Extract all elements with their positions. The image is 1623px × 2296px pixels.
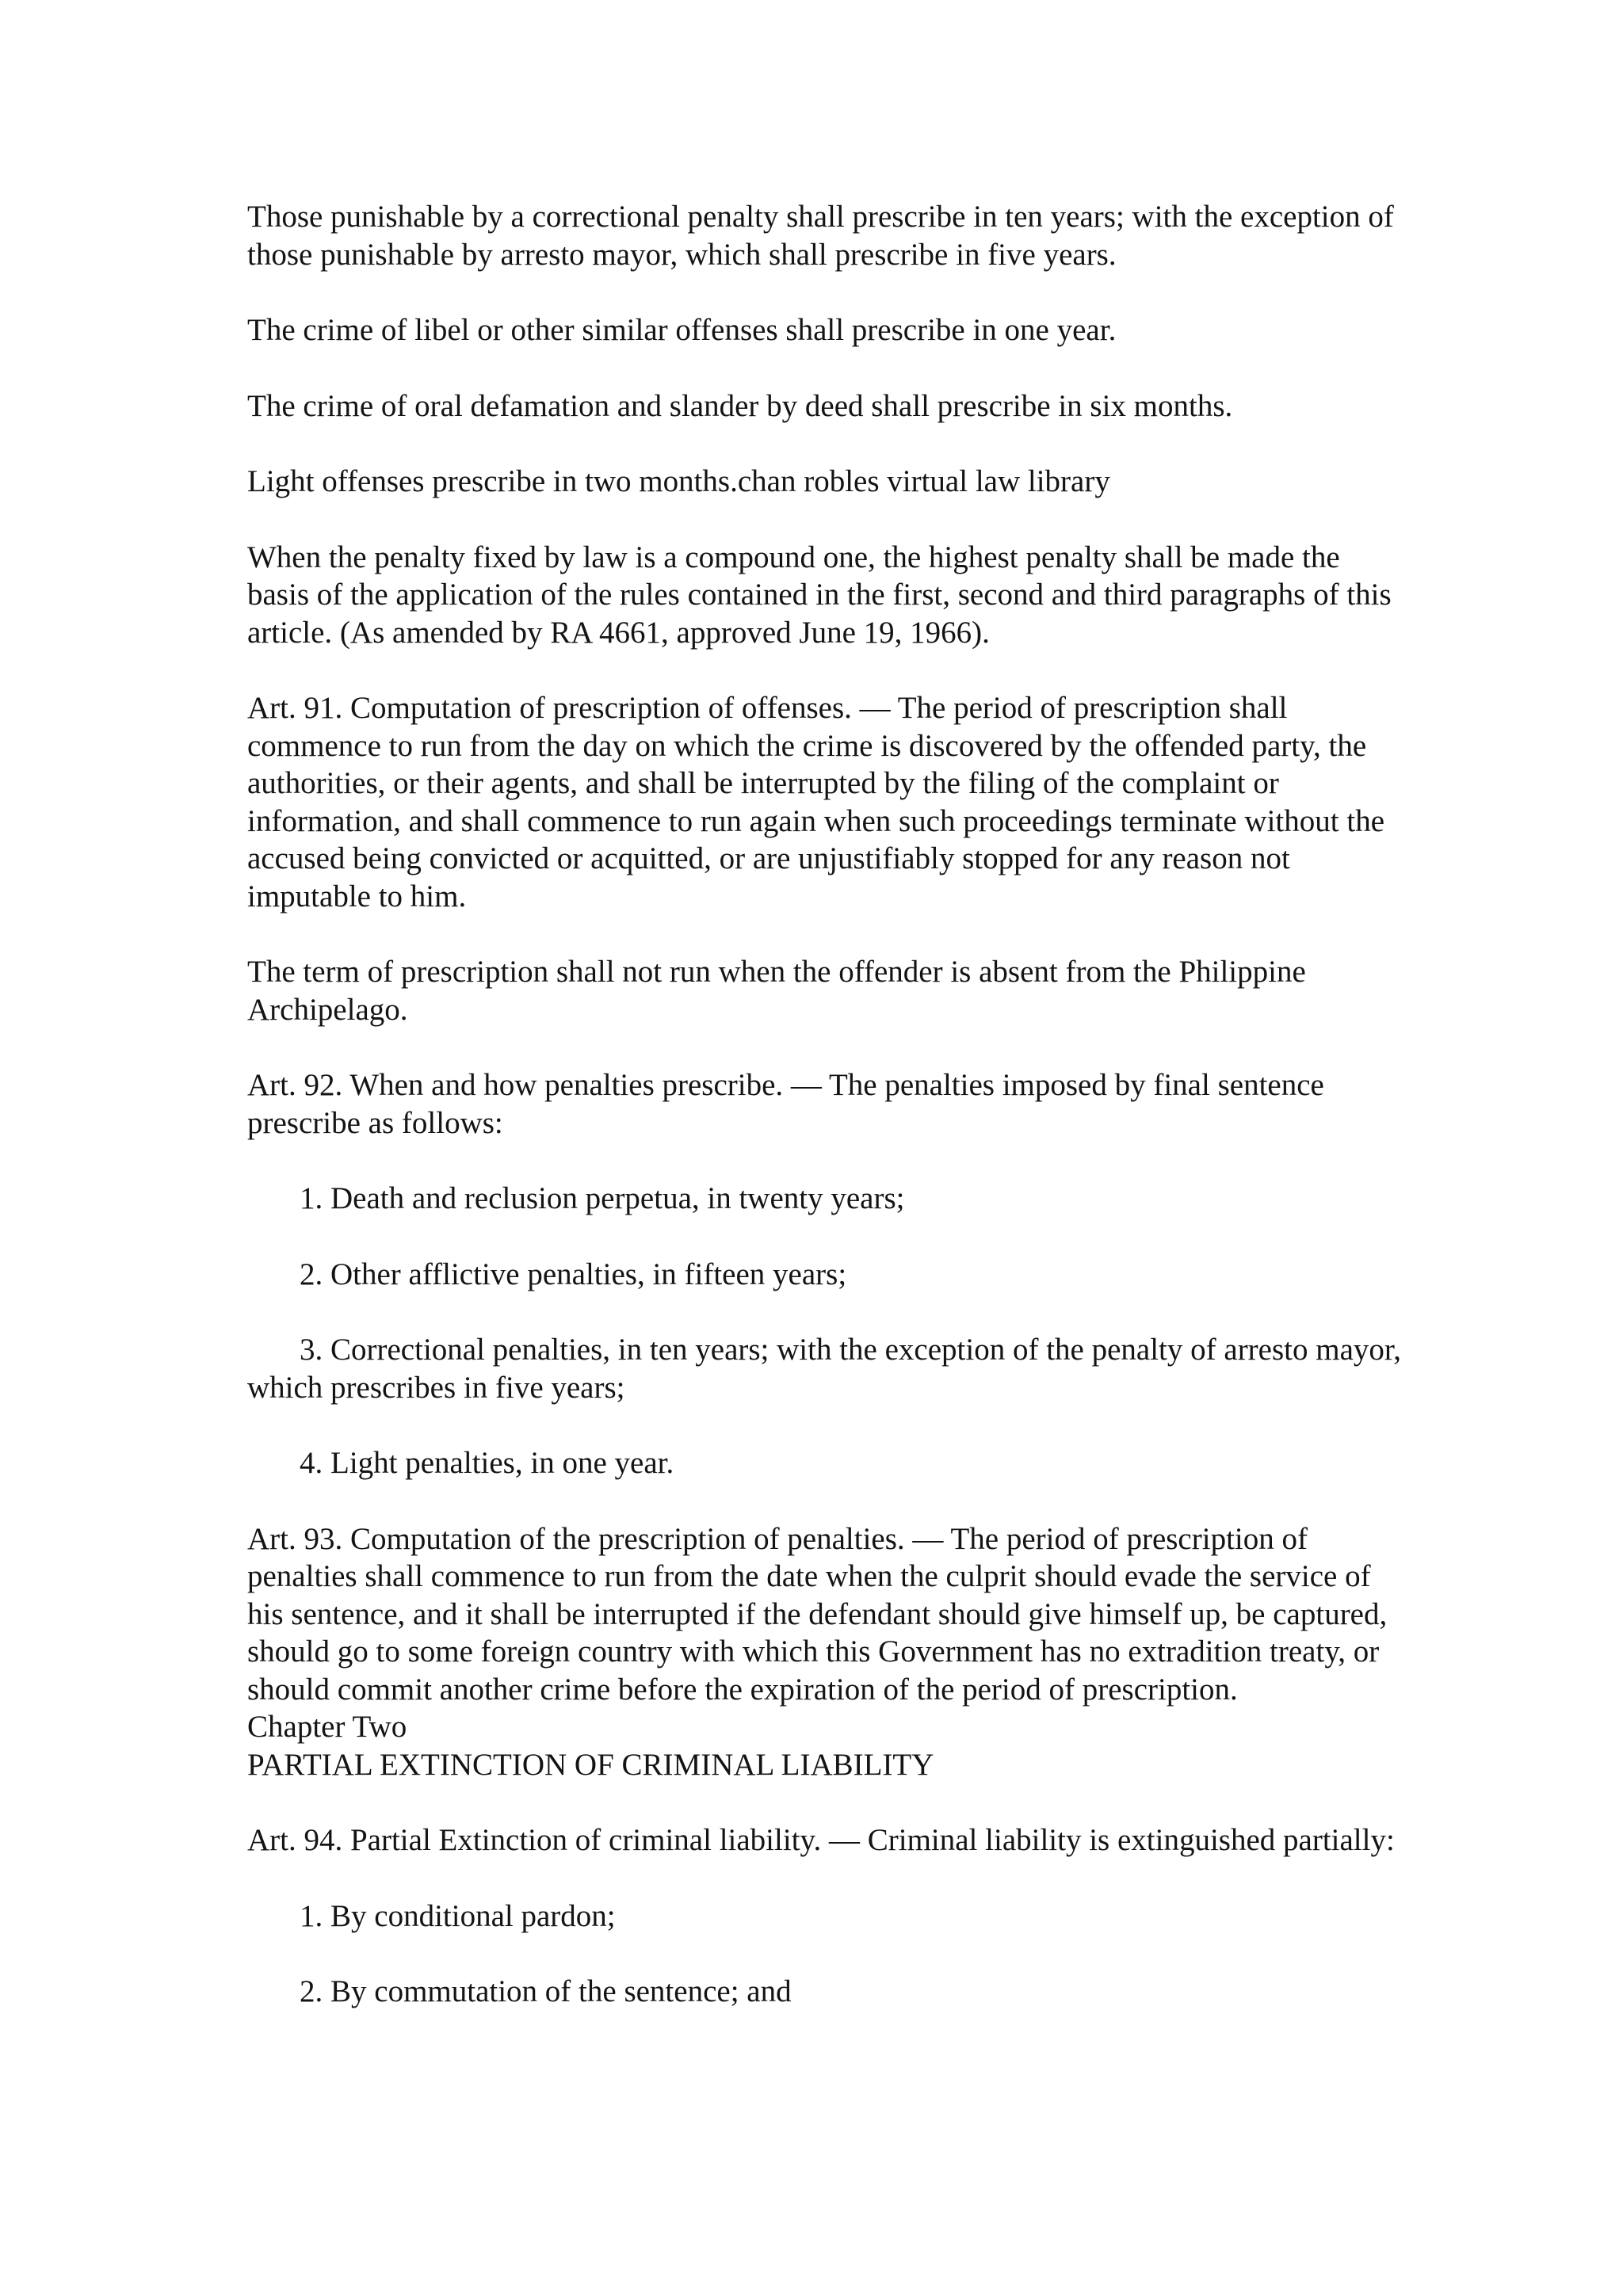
paragraph-art-91: Art. 91. Computation of prescription of offenses. — The period of prescription shall commence to run from the day on which the crime is discovered by the offended party, the authorities, or their agents, and shall be interrupted by the filing of the complaint or information, and shall commence to run again when such proceedings terminate without the accused being convicted or acquitted, or are unjustifiably stopped for any reason not imputable to him. [247,691,1385,913]
list-item-art92-4: 4. Light penalties, in one year. [300,1446,674,1480]
document-page [247,198,1404,2049]
paragraph-correctional-penalty: Those punishable by a correctional penalty shall prescribe in ten years; with the exception of those punishable by arresto mayor, which shall prescribe in five years. [247,200,1394,272]
paragraph-oral-defamation: The crime of oral defamation and slander by deed shall prescribe in six months. [247,388,1233,423]
paragraph-art-94: Art. 94. Partial Extinction of criminal liability. — Criminal liability is extinguished partially: [247,1823,1395,1857]
list-item-art94-2: 2. By commutation of the sentence; and [300,1974,792,2008]
chapter-title: PARTIAL EXTINCTION OF CRIMINAL LIABILITY [247,1747,934,1782]
paragraph-art-92: Art. 92. When and how penalties prescribe. — The penalties imposed by final sentence prescribe as follows: [247,1068,1324,1140]
list-item-art92-2: 2. Other afflictive penalties, in fifteen years; [300,1257,847,1291]
list-item-art92-3: 3. Correctional penalties, in ten years; with the exception of the penalty of arresto mayor, which prescribes in five years; [247,1333,1402,1405]
chapter-heading: Chapter Two [247,1710,407,1744]
paragraph-compound-penalty: When the penalty fixed by law is a compound one, the highest penalty shall be made the basis of the application of the rules contained in the first, second and third paragraphs of this article. (As amended by RA 4661, approved June 19, 1966). [247,540,1392,650]
paragraph-art-93: Art. 93. Computation of the prescription of penalties. — The period of prescription of penalties shall commence to run from the date when the culprit should evade the service of his sentence, and it shall be interrupted if the defendant should give himself up, be captured, should go to some foreign country with which this Government has no extradition treaty, or should commit another crime before the expiration of the period of prescription. [247,1521,1388,1707]
paragraph-term-of-prescription: The term of prescription shall not run when the offender is absent from the Philippine Archipelago. [247,955,1306,1027]
list-item-art94-1: 1. By conditional pardon; [300,1898,616,1933]
paragraph-libel: The crime of libel or other similar offenses shall prescribe in one year. [247,313,1117,347]
list-item-art92-1: 1. Death and reclusion perpetua, in twenty years; [300,1181,905,1215]
paragraph-light-offenses: Light offenses prescribe in two months.chan robles virtual law library [247,464,1110,498]
